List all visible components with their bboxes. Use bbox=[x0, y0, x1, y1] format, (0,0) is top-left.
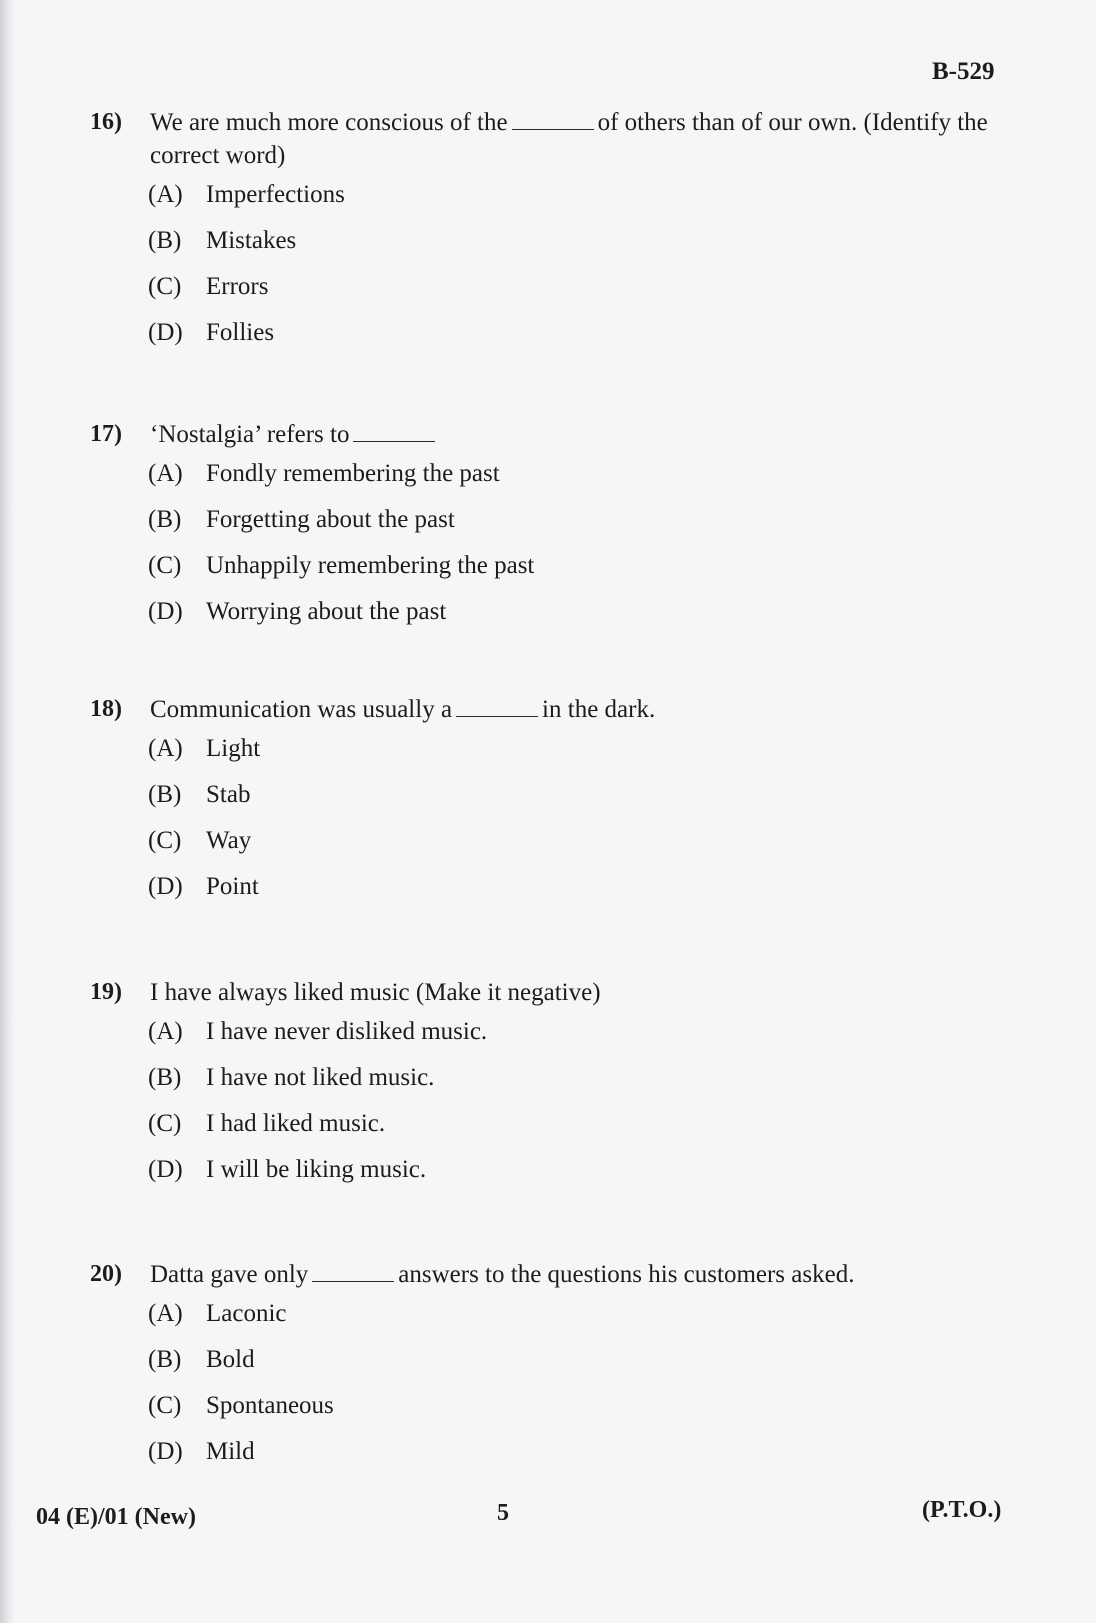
option-text: Point bbox=[206, 873, 259, 900]
question-number: 19) bbox=[90, 979, 122, 1005]
option-text: Errors bbox=[206, 273, 269, 300]
option-letter: (D) bbox=[148, 873, 183, 900]
option-letter: (A) bbox=[148, 1300, 183, 1327]
paper-code: B-529 bbox=[932, 58, 995, 85]
option-c bbox=[148, 272, 1010, 318]
options-list bbox=[148, 180, 1010, 364]
option-text: I have not liked music. bbox=[206, 1064, 435, 1091]
option-c bbox=[148, 1109, 1010, 1155]
option-text: Follies bbox=[206, 319, 275, 346]
option-text: Laconic bbox=[206, 1300, 287, 1327]
option-b bbox=[148, 505, 1010, 551]
answer-blank bbox=[353, 421, 435, 442]
footer-pto: (P.T.O.) bbox=[922, 1497, 1002, 1523]
option-letter: (C) bbox=[148, 273, 182, 300]
option-text: Light bbox=[206, 735, 261, 762]
option-letter: (C) bbox=[148, 1392, 182, 1419]
option-d bbox=[148, 1155, 1010, 1201]
question-16 bbox=[90, 106, 1010, 364]
question-text-before: Datta gave only bbox=[150, 1261, 309, 1288]
option-text: Forgetting about the past bbox=[206, 506, 455, 533]
option-text: Mistakes bbox=[206, 227, 297, 254]
option-text: I have never disliked music. bbox=[206, 1018, 488, 1045]
option-text: Stab bbox=[206, 781, 251, 808]
question-text-after: in the dark. bbox=[542, 696, 656, 723]
option-b bbox=[148, 226, 1010, 272]
option-letter: (A) bbox=[148, 460, 183, 487]
question-text bbox=[150, 693, 1010, 726]
option-letter: (A) bbox=[148, 735, 183, 762]
question-text-before: ‘Nostalgia’ refers to bbox=[150, 421, 350, 448]
option-text: Bold bbox=[206, 1346, 255, 1373]
question-text-after: answers to the questions his customers asked. bbox=[398, 1261, 855, 1288]
footer-course-code: 04 (E)/01 (New) bbox=[36, 1504, 196, 1530]
option-letter: (D) bbox=[148, 319, 183, 346]
answer-blank bbox=[512, 109, 594, 130]
option-text: I had liked music. bbox=[206, 1110, 386, 1137]
option-letter: (C) bbox=[148, 827, 182, 854]
option-b bbox=[148, 1063, 1010, 1109]
option-text: Worrying about the past bbox=[206, 598, 447, 625]
question-text-before: We are much more conscious of the bbox=[150, 109, 508, 136]
option-letter: (B) bbox=[148, 227, 182, 254]
option-letter: (C) bbox=[148, 552, 182, 579]
question-20 bbox=[90, 1258, 1010, 1483]
option-text: Imperfections bbox=[206, 181, 345, 208]
option-letter: (D) bbox=[148, 1438, 183, 1465]
options-list bbox=[148, 459, 1010, 643]
option-a bbox=[148, 1299, 1010, 1345]
option-a bbox=[148, 459, 1010, 505]
option-a bbox=[148, 180, 1010, 226]
options-list bbox=[148, 734, 1010, 918]
question-number: 16) bbox=[90, 109, 122, 135]
option-b bbox=[148, 780, 1010, 826]
answer-blank bbox=[312, 1261, 394, 1282]
option-a bbox=[148, 734, 1010, 780]
option-c bbox=[148, 826, 1010, 872]
answer-blank bbox=[456, 696, 538, 717]
question-number: 20) bbox=[90, 1261, 122, 1287]
option-d bbox=[148, 597, 1010, 643]
footer-page-number: 5 bbox=[497, 1500, 509, 1526]
option-letter: (D) bbox=[148, 1156, 183, 1183]
option-d bbox=[148, 318, 1010, 364]
option-d bbox=[148, 1437, 1010, 1483]
page-edge-shadow bbox=[0, 0, 14, 1623]
question-text bbox=[150, 976, 1010, 1009]
option-c bbox=[148, 1391, 1010, 1437]
option-text: Way bbox=[206, 827, 252, 854]
option-letter: (A) bbox=[148, 181, 183, 208]
question-18 bbox=[90, 693, 1010, 918]
question-text bbox=[150, 1258, 1010, 1291]
option-letter: (B) bbox=[148, 1064, 182, 1091]
option-text: Unhappily remembering the past bbox=[206, 552, 535, 579]
question-17 bbox=[90, 418, 1010, 643]
option-text: Fondly remembering the past bbox=[206, 460, 500, 487]
option-letter: (D) bbox=[148, 598, 183, 625]
option-text: Mild bbox=[206, 1438, 255, 1465]
question-19 bbox=[90, 976, 1010, 1201]
question-text-after: of others than of our own. (Identify the correct word) bbox=[150, 109, 988, 169]
option-letter: (A) bbox=[148, 1018, 183, 1045]
question-text-before: I have always liked music (Make it negative) bbox=[150, 979, 601, 1006]
option-c bbox=[148, 551, 1010, 597]
options-list bbox=[148, 1017, 1010, 1201]
option-letter: (B) bbox=[148, 506, 182, 533]
option-text: I will be liking music. bbox=[206, 1156, 427, 1183]
options-list bbox=[148, 1299, 1010, 1483]
option-letter: (B) bbox=[148, 1346, 182, 1373]
option-text: Spontaneous bbox=[206, 1392, 334, 1419]
option-a bbox=[148, 1017, 1010, 1063]
question-text-before: Communication was usually a bbox=[150, 696, 453, 723]
question-number: 17) bbox=[90, 421, 122, 447]
question-text bbox=[150, 106, 1010, 172]
question-number: 18) bbox=[90, 696, 122, 722]
option-letter: (C) bbox=[148, 1110, 182, 1137]
option-letter: (B) bbox=[148, 781, 182, 808]
option-b bbox=[148, 1345, 1010, 1391]
question-text bbox=[150, 418, 1010, 451]
option-d bbox=[148, 872, 1010, 918]
